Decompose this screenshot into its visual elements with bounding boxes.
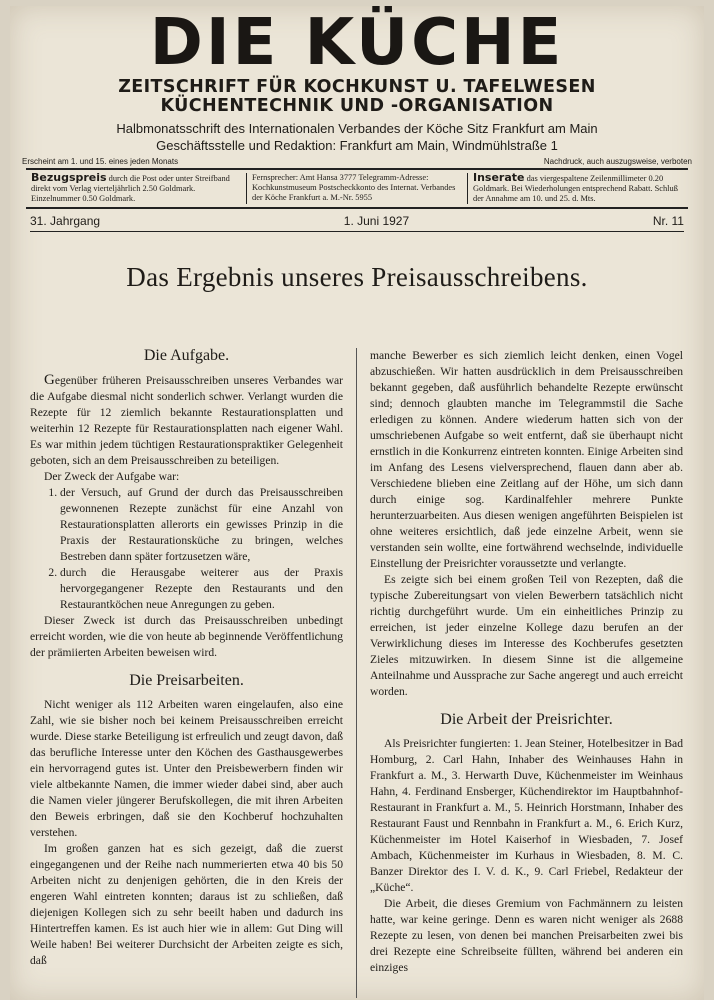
issue-date: 1. Juni 1927	[343, 214, 410, 228]
masthead-subtitle-2: KÜCHENTECHNIK UND -ORGANISATION	[160, 96, 554, 116]
paragraph: Die Arbeit, die dieses Gremium von Fachmännern zu leisten hatte, war keine geringe. Denn es waren nicht weniger als 2688 Rezepte zu lesen, von denen bei manchen Preisarbeiten zwei bis drei Rezepte eine Schreibseite füllten, während bei anderen ein einziges	[370, 897, 683, 974]
paragraph-text: egenüber früheren Preisausschreiben unseres Verbandes war die Aufgabe diesmal nicht sonderlich schwer. Verlangt wurden die Rezepte für 12 ziemlich bekannte Restaurationsplatten und weiterhin 12 Rezepte für Restaurationsplatten nach eigener Wahl. Es war mithin jedem tüchtigen Restaurationspraktiker Gelegenheit geboten, sich an dem Preisausschreiben zu beteiligen.	[30, 374, 343, 467]
article-headline: Das Ergebnis unseres Preisausschreibens.	[126, 262, 588, 292]
article-columns	[30, 348, 684, 998]
list-item: 2. durch die Herausgabe weiterer aus der Praxis hervorgegangener Rezepte den Restaurants und den Restaurantköchen neue Anregungen zu geben.	[60, 565, 343, 613]
left-column	[30, 348, 343, 998]
paragraph: Es zeigte sich bei einem großen Teil von Rezepten, daß die typische Zubereitungsart von vielen Bewerbern tatsächlich nicht richtig durchgeführt wurde. Um ein einheitliches Prinzip zu erreichen, ist jeder einzelne Kollege dazu berufen an der Verwirklichung dieses im Interesse des Kochberufes gesetzten Zieles mitzuwirken. In diesem Sinne ist die allgemeine Anteilnahme und Aussprache zur Sache angeregt und auch erreicht worden.	[370, 573, 683, 698]
subscription-cell	[26, 173, 246, 204]
issue-number: Nr. 11	[652, 214, 684, 228]
issue-line	[30, 214, 684, 232]
masthead	[10, 8, 704, 153]
section-heading-task: Die Aufgabe.	[143, 347, 230, 364]
issue-volume: 31. Jahrgang	[30, 214, 101, 228]
column-divider	[356, 348, 357, 998]
paragraph	[30, 372, 343, 469]
reprint-note: Nachdruck, auch auszugsweise, verboten	[543, 157, 692, 166]
paragraph: Als Preisrichter fungierten: 1. Jean Steiner, Hotelbesitzer in Bad Homburg, 2. Carl Hahn, Inhaber des Weinhauses Hahn in Frankfurt a. M., 3. Herwarth Duve, Küchenmeister im Weinhaus Hahn, 4. Ferdinand Ensberger, Küchendirektor im Hauptbahnhof-Restaurant in Frankfurt a. M., 5. Heinrich Horstmann, Inhaber des Restaurant Faust und Rennbahn in Frankfurt a. M., 6. Erich Kurz, Küchenmeister im Hotel Kaiserhof in Wiesbaden, 7. Josef Ambach, Küchenmeister im Kurhaus in Wiesbaden, 8. M. C. Banzer Direktor des I. V. d. K., 9. Carl Friebel, Redakteur der „Küche“.	[370, 737, 683, 894]
section-heading-works: Die Preisarbeiten.	[129, 672, 244, 689]
ads-cell	[467, 173, 688, 204]
section-heading-judges: Die Arbeit der Preisrichter.	[440, 711, 613, 728]
paragraph: Dieser Zweck ist durch das Preisausschreiben unbedingt erreicht worden, wie die von heute ab beginnende Veröffentlichung der prämiierten Arbeiten beweisen wird.	[30, 614, 343, 659]
publication-info-line	[10, 157, 704, 166]
initial-letter: G	[44, 372, 55, 388]
contact-cell	[246, 173, 467, 204]
subscription-text: durch die Post oder unter Streifband direkt vom Verlag vierteljährlich 2.50 Goldmark. Einzelnummer 0.50 Goldmark.	[31, 174, 230, 203]
contact-text: Fernsprecher: Amt Hansa 3777 Telegramm-Adresse: Kochkunstmuseum Postscheckkonto des Internat. Verbandes der Köche Frankfurt a. M.-Nr. 5955	[252, 173, 456, 202]
masthead-subtitle-1: ZEITSCHRIFT FÜR KOCHKUNST U. TAFELWESEN	[118, 77, 596, 97]
ads-text: das viergespaltene Zeilenmillimeter 0.20 Goldmark. Bei Wiederholungen entsprechend Rabatt. Schluß der Annahme am 10. und 25. d. Mts.	[473, 174, 678, 203]
association-line: Halbmonatsschrift des Internationalen Verbandes der Köche Sitz Frankfurt am Main	[116, 121, 598, 136]
issued-note: Erscheint am 1. und 15. eines jeden Monats	[22, 157, 179, 166]
ads-label: Inserate	[473, 171, 525, 184]
subscription-label: Bezugspreis	[31, 171, 107, 184]
right-column	[370, 348, 683, 998]
paragraph: Der Zweck der Aufgabe war:	[44, 470, 180, 483]
newspaper-page	[10, 6, 704, 1000]
purpose-list	[30, 485, 343, 613]
info-box	[26, 168, 688, 209]
paragraph: manche Bewerber es sich ziemlich leicht denken, einen Vogel abzuschießen. Wir hatten ausdrücklich in dem Preisausschreiben bekannt gegeben, daß ausführlich behandelte Rezepte erwünscht sind; dennoch glaubten manche im Telegrammstil die Sache erledigen zu können. Andere wiederum hatten sich von der umschriebenen Aufgabe so weit entfernt, daß sie überhaupt nicht ernstlich in die Konkurrenz eintreten konnten. Einige Arbeiten sind im Anfang des Lesens vielversprechend, flauen dann aber ab. Verschiedene blieben eine Zeitlang auf der Höhe, um sich dann durch einige sog. Kardinalfehler mehrere Punkte herunterzuarbeiten. Aus diesen wenigen angeführten Beispielen ist ohne weiteres ersichtlich, daß jede einzelne Arbeit, wenn sie verstanden sein wollte, eine fortwährend wechselnde, individuelle Einstellung der Preisrichter voraussetzte und verlangte.	[370, 349, 683, 570]
paragraph: Nicht weniger als 112 Arbeiten waren eingelaufen, also eine Zahl, wie sie bisher noch bei keinem Preisausschreiben erreicht wurde. Diese starke Beteiligung ist erfreulich und zeugt davon, daß das berufliche Interesse unter den Köchen des Gasthausgewerbes ein hervorragend gutes ist. Unter den Preisbewerbern finden wir viele altbekannte Namen, die immer wieder dabei sind, aber auch die Namen vieler jüngerer Berufskollegen, die mit ihren Arbeiten den Beweis erbringen, daß sie den Kochberuf hochzuhalten verstehen.	[30, 698, 343, 839]
masthead-title: DIE KÜCHE	[149, 6, 565, 80]
paragraph: Im großen ganzen hat es sich gezeigt, daß die zuerst eingegangenen und der Reihe nach nummerierten etwa 40 bis 50 Arbeiten nicht zu denjenigen gehörten, die in den Kreis der engeren Wahl eintreten konnten; daraus ist zu schließen, daß diejenigen Kollegen sich zu sehr beeilt haben und dadurch ins Hintertreffen kamen. Es ist auch hier wie in allem: Gut Ding will Weile haben! Bei weiterer Durchsicht der Arbeiten zeigte es sich, daß	[30, 842, 343, 967]
list-item: 1. der Versuch, auf Grund der durch das Preisausschreiben gewonnenen Rezepte zunächst für eine Anzahl von Restaurationsplatten allerorts ein gewisses Prinzip in die Praxis der Restaurationsküche zu bringen, welches Bestreben dann später fortzusetzen wäre,	[60, 485, 343, 565]
office-line: Geschäftsstelle und Redaktion: Frankfurt am Main, Windmühlstraße 1	[156, 138, 558, 153]
